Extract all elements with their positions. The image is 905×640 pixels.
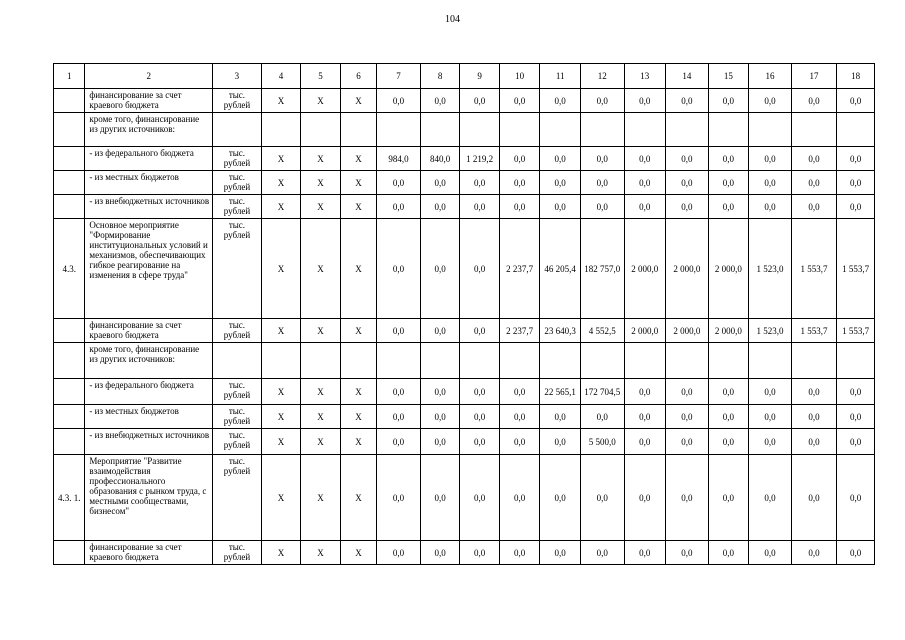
value-cell: 0,0 [420,195,460,219]
value-cell [749,113,792,147]
value-cell: Х [261,319,301,343]
item-number-cell [54,379,85,405]
value-cell: 2 000,0 [624,319,666,343]
value-cell: Х [340,219,376,319]
value-cell: 0,0 [540,429,581,455]
value-cell [340,343,376,379]
value-cell [540,113,581,147]
table-row [54,455,875,541]
value-cell: 0,0 [837,541,875,565]
value-cell: Х [301,405,341,429]
value-cell: 0,0 [499,171,540,195]
value-cell [540,343,581,379]
value-cell: 0,0 [460,379,500,405]
item-number-cell [54,319,85,343]
value-cell: 0,0 [499,455,540,541]
value-cell: 0,0 [460,455,500,541]
value-cell [666,113,709,147]
value-cell: 0,0 [624,195,666,219]
value-cell: Х [301,319,341,343]
value-cell: Х [340,429,376,455]
description-cell: Основное мероприятие "Формирование институциональных условий и механизмов, обеспечивающих гибкое реагирование на изменения в сфере труда" [85,219,213,319]
value-cell [624,113,666,147]
value-cell: 0,0 [749,455,792,541]
column-number-row [54,64,875,89]
description-cell: финансирование за счет краевого бюджета [85,319,213,343]
value-cell: Х [301,455,341,541]
value-cell: 2 000,0 [708,319,749,343]
table-row [54,195,875,219]
item-number-cell [54,171,85,195]
value-cell: 0,0 [377,219,421,319]
value-cell [580,113,624,147]
value-cell: 0,0 [377,379,421,405]
unit-cell: тыс. рублей [213,195,262,219]
item-number-cell [54,405,85,429]
value-cell: 0,0 [749,429,792,455]
table-row [54,147,875,171]
unit-cell: тыс. рублей [213,405,262,429]
value-cell [708,113,749,147]
value-cell: 0,0 [666,195,709,219]
value-cell: 0,0 [540,89,581,113]
value-cell: 0,0 [837,455,875,541]
description-cell: - из федерального бюджета [85,147,213,171]
value-cell: 0,0 [708,379,749,405]
value-cell: Х [340,405,376,429]
unit-cell: тыс. рублей [213,219,262,319]
value-cell: 0,0 [708,541,749,565]
value-cell: 0,0 [749,405,792,429]
value-cell: 0,0 [499,541,540,565]
description-cell: финансирование за счет краевого бюджета [85,89,213,113]
value-cell [420,113,460,147]
value-cell [708,343,749,379]
column-number-cell: 13 [624,64,666,89]
value-cell [837,343,875,379]
value-cell: 0,0 [666,429,709,455]
value-cell [624,343,666,379]
value-cell: 0,0 [708,147,749,171]
value-cell: Х [261,455,301,541]
value-cell: 0,0 [837,171,875,195]
table-row [54,343,875,379]
value-cell [340,113,376,147]
item-number-cell [54,541,85,565]
value-cell: 5 500,0 [580,429,624,455]
item-number-cell: 4.3. 1. [54,455,85,541]
value-cell: 0,0 [580,195,624,219]
value-cell: 0,0 [540,541,581,565]
value-cell [666,343,709,379]
value-cell: 0,0 [666,171,709,195]
value-cell: 0,0 [791,541,837,565]
value-cell: 0,0 [708,429,749,455]
value-cell: 0,0 [420,89,460,113]
value-cell: 0,0 [791,171,837,195]
value-cell: 1 553,7 [837,219,875,319]
column-number-cell: 5 [301,64,341,89]
value-cell: 0,0 [420,319,460,343]
value-cell: 2 237,7 [499,219,540,319]
column-number-cell: 12 [580,64,624,89]
value-cell: 0,0 [499,379,540,405]
value-cell: Х [301,429,341,455]
value-cell: 182 757,0 [580,219,624,319]
value-cell [791,343,837,379]
item-number-cell [54,429,85,455]
value-cell [580,343,624,379]
value-cell: 0,0 [791,379,837,405]
value-cell: 0,0 [540,195,581,219]
value-cell: 1 523,0 [749,219,792,319]
table-row [54,89,875,113]
table-row [54,541,875,565]
value-cell: 0,0 [749,195,792,219]
table-body [54,64,875,565]
value-cell: Х [301,89,341,113]
value-cell: Х [340,541,376,565]
value-cell: 0,0 [460,405,500,429]
value-cell: Х [261,379,301,405]
value-cell: 0,0 [666,541,709,565]
value-cell: 0,0 [377,405,421,429]
value-cell [261,113,301,147]
column-number-cell: 11 [540,64,581,89]
column-number-cell: 9 [460,64,500,89]
description-cell: - из федерального бюджета [85,379,213,405]
value-cell: 0,0 [749,379,792,405]
value-cell: 0,0 [837,429,875,455]
value-cell: 1 523,0 [749,319,792,343]
value-cell: 0,0 [580,455,624,541]
table-row [54,379,875,405]
value-cell: 0,0 [420,541,460,565]
value-cell: 0,0 [377,429,421,455]
value-cell: 0,0 [624,147,666,171]
value-cell: 0,0 [666,405,709,429]
value-cell: 0,0 [420,429,460,455]
value-cell: 0,0 [624,171,666,195]
column-number-cell: 6 [340,64,376,89]
value-cell: 2 000,0 [708,219,749,319]
value-cell: 0,0 [580,147,624,171]
value-cell: Х [261,89,301,113]
value-cell: 2 000,0 [624,219,666,319]
value-cell: Х [261,219,301,319]
value-cell [460,343,500,379]
value-cell: Х [340,171,376,195]
unit-cell: тыс. рублей [213,147,262,171]
value-cell: Х [301,195,341,219]
value-cell [301,343,341,379]
value-cell: 0,0 [499,429,540,455]
unit-cell [213,343,262,379]
value-cell: 0,0 [499,195,540,219]
value-cell: Х [340,89,376,113]
column-number-cell: 1 [54,64,85,89]
unit-cell: тыс. рублей [213,429,262,455]
value-cell: 0,0 [624,429,666,455]
value-cell: 0,0 [499,89,540,113]
column-number-cell: 3 [213,64,262,89]
column-number-cell: 8 [420,64,460,89]
value-cell: Х [301,379,341,405]
description-cell: финансирование за счет краевого бюджета [85,541,213,565]
value-cell: 0,0 [791,195,837,219]
value-cell: 0,0 [499,147,540,171]
value-cell: 0,0 [460,171,500,195]
item-number-cell [54,195,85,219]
value-cell: 0,0 [791,455,837,541]
item-number-cell [54,147,85,171]
value-cell: 46 205,4 [540,219,581,319]
description-cell: - из внебюджетных источников [85,429,213,455]
value-cell: Х [261,541,301,565]
column-number-cell: 15 [708,64,749,89]
value-cell [460,113,500,147]
value-cell: 1 553,7 [791,219,837,319]
value-cell: 0,0 [580,405,624,429]
value-cell: 984,0 [377,147,421,171]
value-cell: 0,0 [377,195,421,219]
value-cell: Х [340,379,376,405]
item-number-cell [54,113,85,147]
item-number-cell [54,89,85,113]
value-cell: Х [261,405,301,429]
value-cell: 0,0 [420,455,460,541]
value-cell: 0,0 [837,379,875,405]
value-cell: 0,0 [749,147,792,171]
value-cell: 1 553,7 [791,319,837,343]
value-cell: 0,0 [624,455,666,541]
value-cell: Х [261,147,301,171]
value-cell: 0,0 [666,455,709,541]
table-row [54,219,875,319]
column-number-cell: 14 [666,64,709,89]
value-cell: Х [261,171,301,195]
unit-cell [213,113,262,147]
value-cell: 0,0 [837,147,875,171]
table-row [54,319,875,343]
value-cell: Х [340,455,376,541]
value-cell: 0,0 [666,379,709,405]
value-cell: 0,0 [666,147,709,171]
value-cell: 0,0 [666,89,709,113]
value-cell: Х [301,171,341,195]
description-cell: кроме того, финансирование из других источников: [85,113,213,147]
value-cell: Х [301,147,341,171]
unit-cell: тыс. рублей [213,455,262,541]
value-cell: 0,0 [460,89,500,113]
description-cell: - из местных бюджетов [85,405,213,429]
value-cell: 0,0 [624,541,666,565]
value-cell: 0,0 [749,89,792,113]
value-cell: 840,0 [420,147,460,171]
value-cell [837,113,875,147]
value-cell [377,113,421,147]
table-row [54,405,875,429]
value-cell: 0,0 [499,405,540,429]
value-cell: 0,0 [580,89,624,113]
unit-cell: тыс. рублей [213,89,262,113]
value-cell: 0,0 [460,319,500,343]
value-cell: 0,0 [837,89,875,113]
value-cell [499,113,540,147]
value-cell [791,113,837,147]
value-cell: 0,0 [791,429,837,455]
column-number-cell: 7 [377,64,421,89]
column-number-cell: 17 [791,64,837,89]
value-cell: Х [340,147,376,171]
value-cell [499,343,540,379]
value-cell: 0,0 [420,219,460,319]
unit-cell: тыс. рублей [213,379,262,405]
value-cell: 0,0 [420,379,460,405]
value-cell: Х [261,429,301,455]
description-cell: кроме того, финансирование из других источников: [85,343,213,379]
unit-cell: тыс. рублей [213,319,262,343]
description-cell: - из местных бюджетов [85,171,213,195]
value-cell: 0,0 [377,171,421,195]
value-cell: 0,0 [749,171,792,195]
description-cell: - из внебюджетных источников [85,195,213,219]
value-cell: 0,0 [749,541,792,565]
value-cell: 0,0 [708,405,749,429]
value-cell: 0,0 [460,219,500,319]
value-cell: 0,0 [420,171,460,195]
value-cell: 1 553,7 [837,319,875,343]
value-cell: 22 565,1 [540,379,581,405]
column-number-cell: 2 [85,64,213,89]
table-row [54,429,875,455]
value-cell: 0,0 [460,429,500,455]
value-cell: 0,0 [460,541,500,565]
value-cell: Х [301,219,341,319]
value-cell: 4 552,5 [580,319,624,343]
value-cell [261,343,301,379]
column-number-cell: 16 [749,64,792,89]
value-cell [377,343,421,379]
value-cell: 0,0 [580,171,624,195]
unit-cell: тыс. рублей [213,171,262,195]
column-number-cell: 18 [837,64,875,89]
value-cell: 0,0 [708,171,749,195]
value-cell: 2 000,0 [666,319,709,343]
page-number: 104 [445,14,460,25]
value-cell: 0,0 [624,379,666,405]
value-cell: 23 640,3 [540,319,581,343]
item-number-cell [54,343,85,379]
value-cell: 172 704,5 [580,379,624,405]
unit-cell: тыс. рублей [213,541,262,565]
value-cell: Х [340,319,376,343]
column-number-cell: 10 [499,64,540,89]
value-cell: 2 000,0 [666,219,709,319]
budget-table [53,63,875,565]
description-cell: Мероприятие "Развитие взаимодействия профессионального образования с рынком труда, с местными сообществами, бизнесом" [85,455,213,541]
value-cell: 0,0 [377,319,421,343]
value-cell: 0,0 [624,89,666,113]
value-cell: 0,0 [377,89,421,113]
value-cell: 0,0 [540,405,581,429]
value-cell: 0,0 [377,541,421,565]
column-number-cell: 4 [261,64,301,89]
value-cell: 0,0 [460,195,500,219]
value-cell: 0,0 [837,195,875,219]
value-cell: Х [340,195,376,219]
value-cell: 0,0 [624,405,666,429]
value-cell: 0,0 [791,147,837,171]
value-cell: Х [261,195,301,219]
table-row [54,113,875,147]
value-cell: 2 237,7 [499,319,540,343]
value-cell: Х [301,541,341,565]
value-cell: 1 219,2 [460,147,500,171]
item-number-cell: 4.3. [54,219,85,319]
value-cell: 0,0 [540,455,581,541]
value-cell: 0,0 [837,405,875,429]
value-cell: 0,0 [377,455,421,541]
value-cell: 0,0 [540,171,581,195]
value-cell: 0,0 [791,405,837,429]
value-cell: 0,0 [580,541,624,565]
value-cell: 0,0 [708,455,749,541]
value-cell [420,343,460,379]
value-cell [301,113,341,147]
value-cell: 0,0 [540,147,581,171]
table-row [54,171,875,195]
value-cell: 0,0 [420,405,460,429]
value-cell: 0,0 [708,89,749,113]
value-cell: 0,0 [791,89,837,113]
value-cell [749,343,792,379]
value-cell: 0,0 [708,195,749,219]
